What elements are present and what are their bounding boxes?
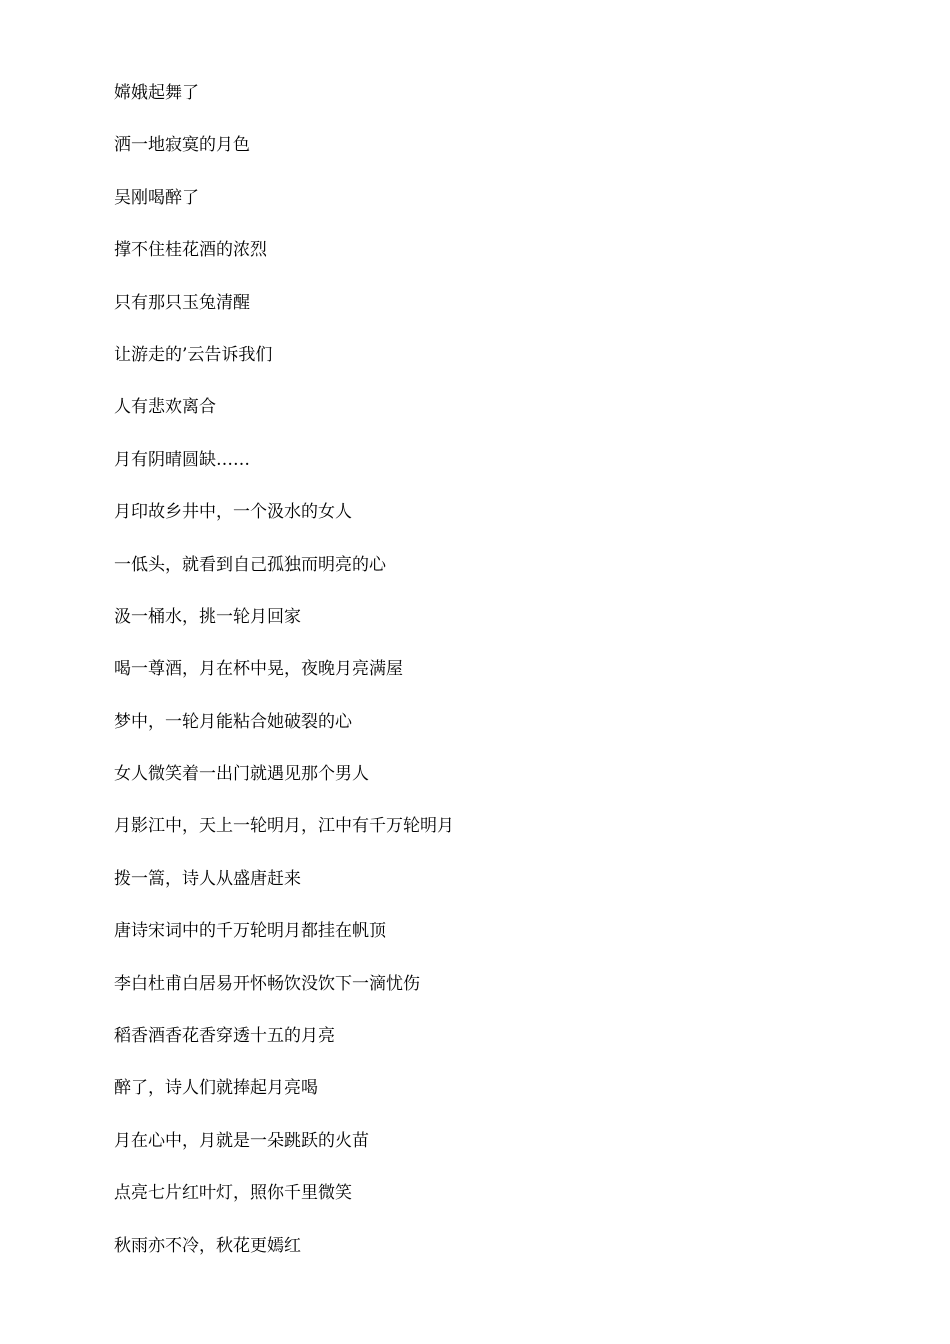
poem-line: 女人微笑着一出门就遇见那个男人 — [114, 764, 369, 785]
poem-line: 洒一地寂寞的月色 — [114, 135, 250, 156]
poem-line: 撑不住桂花酒的浓烈 — [114, 240, 267, 261]
poem-line: 月影江中，天上一轮明月，江中有千万轮明月 — [114, 816, 454, 837]
poem-line: 李白杜甫白居易开怀畅饮没饮下一滴忧伤 — [114, 973, 420, 994]
poem-line: 只有那只玉兔清醒 — [114, 292, 250, 313]
poem-line: 人有悲欢离合 — [114, 397, 216, 418]
poem-line: 吴刚喝醉了 — [114, 187, 199, 208]
poem-line: 秋雨亦不冷，秋花更嫣红 — [114, 1235, 301, 1256]
poem-text — [114, 80, 454, 1285]
poem-line: 点亮七片红叶灯，照你千里微笑 — [114, 1183, 352, 1204]
poem-line: 汲一桶水，挑一轮月回家 — [114, 606, 301, 627]
poem-line: 喝一尊酒，月在杯中晃，夜晚月亮满屋 — [114, 659, 403, 680]
poem-line: 拨一篙，诗人从盛唐赶来 — [114, 868, 301, 889]
poem-line: 一低头，就看到自己孤独而明亮的心 — [114, 554, 386, 575]
poem-line: 稻香酒香花香穿透十五的月亮 — [114, 1026, 335, 1047]
poem-line: 月在心中，月就是一朵跳跃的火苗 — [114, 1130, 369, 1151]
poem-line: 月有阴晴圆缺…… — [114, 449, 250, 470]
poem-line: 醉了，诗人们就捧起月亮喝 — [114, 1078, 318, 1099]
poem-line: 唐诗宋词中的千万轮明月都挂在帆顶 — [114, 921, 386, 942]
poem-line: 梦中，一轮月能粘合她破裂的心 — [114, 711, 352, 732]
poem-line: 嫦娥起舞了 — [114, 83, 199, 103]
poem-line: 月印故乡井中，一个汲水的女人 — [114, 502, 352, 523]
poem-line: 让游走的’云告诉我们 — [114, 344, 273, 365]
